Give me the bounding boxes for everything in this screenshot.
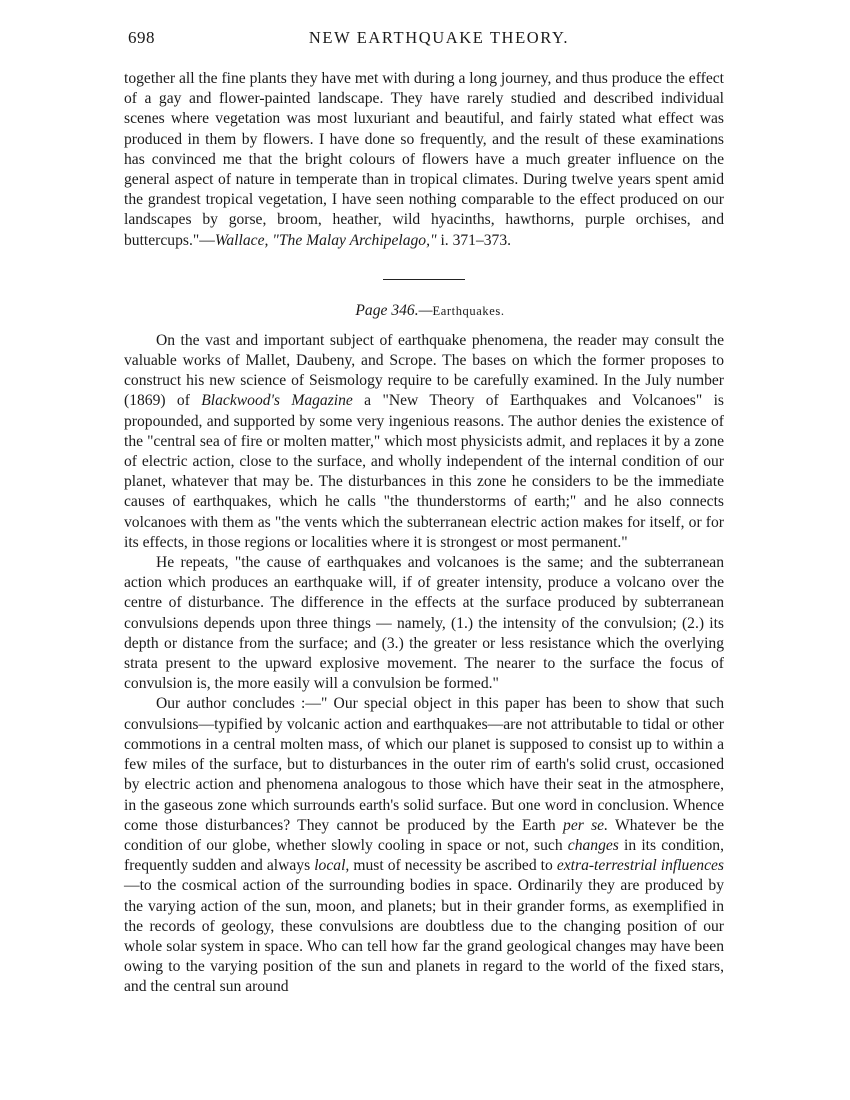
extra-terrestrial-emphasis: extra-terrestrial influences [556,857,724,875]
paragraph-1-text-b: a "New Theory of Earthquakes and Volcanoes" is propounded, and supported by some very ingenious reasons. The author denies the existence of the "central sea of fire or molten matter," which most physicists admit, and replaces it by a zone of electric action, close to the surface, and wholly independent of the internal condition of our planet, whatever that may be. The disturbances in this zone he considers to be the immediate causes of earthquakes, which he calls "the thunderstorms of earth;" and he also connects volcanoes with them as "the vents which the subterranean electric action makes for itself, or for its effects, in those regions or localities where it is strongest or most permanent." [124,392,724,551]
section-title: Earthquakes. [432,303,505,318]
section-heading [124,302,724,320]
paragraph-3-text-c: in its condition, frequently sudden and always [124,836,725,875]
changes-emphasis: changes [567,836,619,854]
section-page-ref: Page 346.— [355,301,433,319]
paragraph-3-text-a: Our author concludes :—" Our special object in this paper has been to show that such convulsions—typified by volcanic action and earthquakes—are not attributable to tidal or other commotions in a central molten mass, of which our planet is supposed to consist up to within a few miles of the surface, but to disturbances in the outer rim of earth's solid crust, occasioned by electric action and phenomena analogous to those which have their seat in the atmosphere, in the gaseous zone which surrounds earth's solid surface. But one word in conclusion. Whence come those disturbances? They cannot be produced by the Earth [124,695,724,834]
page-header [124,28,724,56]
magazine-title: Blackwood's Magazine [201,392,353,410]
paragraph-3-text-b: Whatever be the condition of our globe, whether slowly cooling in space or not, such [124,816,725,854]
paragraph-2 [124,553,724,694]
page-number: 698 [128,28,155,47]
intro-text: together all the fine plants they have met with during a long journey, and thus produce the effect of a gay and flower-painted landscape. They have rarely studied and described individual scenes where vegetation was most luxuriant and beautiful, and fairly stated what effect was produced in them by flowers. I have done so frequently, and the result of these examinations has convinced me that the bright colours of flowers have a much greater influence on the general aspect of nature in temperate than in tropical climates. During twelve years spent amid the grandest tropical vegetation, I have seen nothing comparable to the effect produced on our landscapes by gorse, broom, heather, wild hyacinths, hawthorns, purple orchises, and buttercups."— [124,70,724,249]
paragraph-3-text-d: must of necessity be ascribed to [349,857,557,875]
intro-paragraph [124,69,724,251]
local-emphasis: local, [314,857,350,875]
citation-author: Wallace, [214,231,269,249]
citation-work: "The Malay Archipelago," [272,231,437,249]
paragraph-1-text-a: On the vast and important subject of earthquake phenomena, the reader may consult the valuable works of Mallet, Daubeny, and Scrope. The bases on which the former proposes to construct his new science of Seismology require to be carefully examined. In the July number (1869) of [124,331,724,410]
per-se-emphasis: per se. [563,816,609,834]
paragraph-3-text-e: —to the cosmical action of the surrounding bodies in space. Ordinarily they are produced by the varying action of the sun, moon, and planets; but in their grander forms, as exemplified in the records of geology, these convulsions are doubtless due to the changing position of our whole solar system in space. Who can tell how far the grand geological changes may have been owing to the varying position of the sun and planets in regard to the world of the fixed stars, and the central sun around [124,877,724,996]
running-title: NEW EARTHQUAKE THEORY. [308,28,570,47]
paragraph-2-text: He repeats, "the cause of earthquakes and volcanoes is the same; and the subterranean action which produces an earthquake will, if of greater intensity, produce a volcano over the centre of disturbance. The difference in the effects at the surface produced by subterranean convulsions depends upon three things — namely, (1.) the intensity of the convulsion; (2.) its depth or distance from the surface; and (3.) the greater or less resistance which the overlying strata present to the upward explosive movement. The nearer to the surface the focus of convulsion is, the more easily will a convulsion be formed." [124,554,724,693]
paragraph-3 [124,694,724,997]
section-divider [383,279,465,280]
paragraph-1 [124,331,724,553]
citation-pages: i. 371–373. [436,231,512,249]
